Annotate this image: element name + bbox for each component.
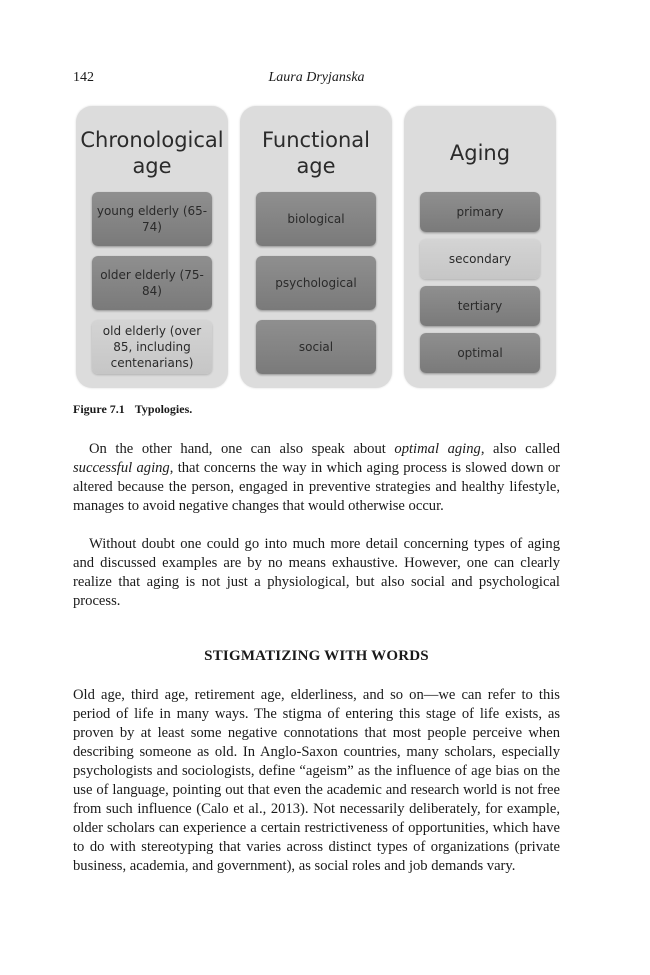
p1-emphasis-optimal-aging: optimal aging — [394, 441, 481, 457]
running-head: Laura Dryjanska — [268, 70, 365, 85]
box-older-elderly: older elderly (75-84) — [92, 256, 212, 310]
p1-emphasis-successful-aging: successful aging — [73, 460, 170, 476]
box-psychological: psychological — [256, 256, 376, 310]
section-heading: STIGMATIZING WITH WORDS — [204, 648, 429, 664]
page-number: 142 — [73, 70, 94, 85]
page-header — [73, 70, 560, 90]
p1-text-b: , also called — [480, 441, 560, 457]
caption-text: Typologies. — [134, 402, 193, 416]
column-chronological-age — [76, 106, 228, 388]
box-biological: biological — [256, 192, 376, 246]
column-title: Functional age — [261, 128, 371, 178]
p3-text: Old age, third age, retirement age, elderliness, and so on—we can refer to this period of life in many ways. The stigma of entering this stage of life exists, as proven by at least some negative connotations that most people perceive when describing someone as old. In Anglo-Saxon countries, many scholars, especially psychologists and sociologists, define “ageism” as the influence of age bias on the use of language, pointing out that even the academic and research world is not free from such influence (Calo et al., 2013). Not necessarily deliberately, for example, older scholars can experience a certain restrictiveness of opportunities, which have to do with stereotyping that varies across distinct types of organizations (private business, academia, and government), as social roles and job demands vary. — [73, 687, 560, 874]
paragraph-old-age — [73, 686, 560, 876]
paragraph-optimal-aging — [73, 440, 560, 516]
figure-caption — [73, 402, 192, 417]
box-primary: primary — [420, 192, 540, 232]
p1-text-a: On the other hand, one can also speak about — [89, 441, 395, 457]
typologies-figure — [76, 106, 557, 388]
column-title: Aging — [449, 141, 511, 165]
column-title: Chronological age — [80, 128, 224, 178]
p2-text: Without doubt one could go into much more detail concerning types of aging and discussed examples are by no means exhaustive. However, one can clearly realize that aging is not just a physiological, but also social and psychological process. — [73, 536, 560, 609]
box-optimal: optimal — [420, 333, 540, 373]
box-young-elderly: young elderly (65-74) — [92, 192, 212, 246]
column-functional-age — [240, 106, 392, 388]
p1-text-c: , that concerns the way in which aging process is slowed down or altered because the person, engaged in preventive strategies and healthy lifestyle, manages to avoid negative changes that would otherwise occur. — [73, 460, 560, 514]
box-old-elderly: old elderly (over 85, including centenarians) — [92, 320, 212, 374]
paragraph-without-doubt — [73, 535, 560, 611]
box-tertiary: tertiary — [420, 286, 540, 326]
column-aging — [404, 106, 556, 388]
caption-label: Figure 7.1 — [73, 402, 125, 416]
box-secondary: secondary — [420, 239, 540, 279]
box-social: social — [256, 320, 376, 374]
